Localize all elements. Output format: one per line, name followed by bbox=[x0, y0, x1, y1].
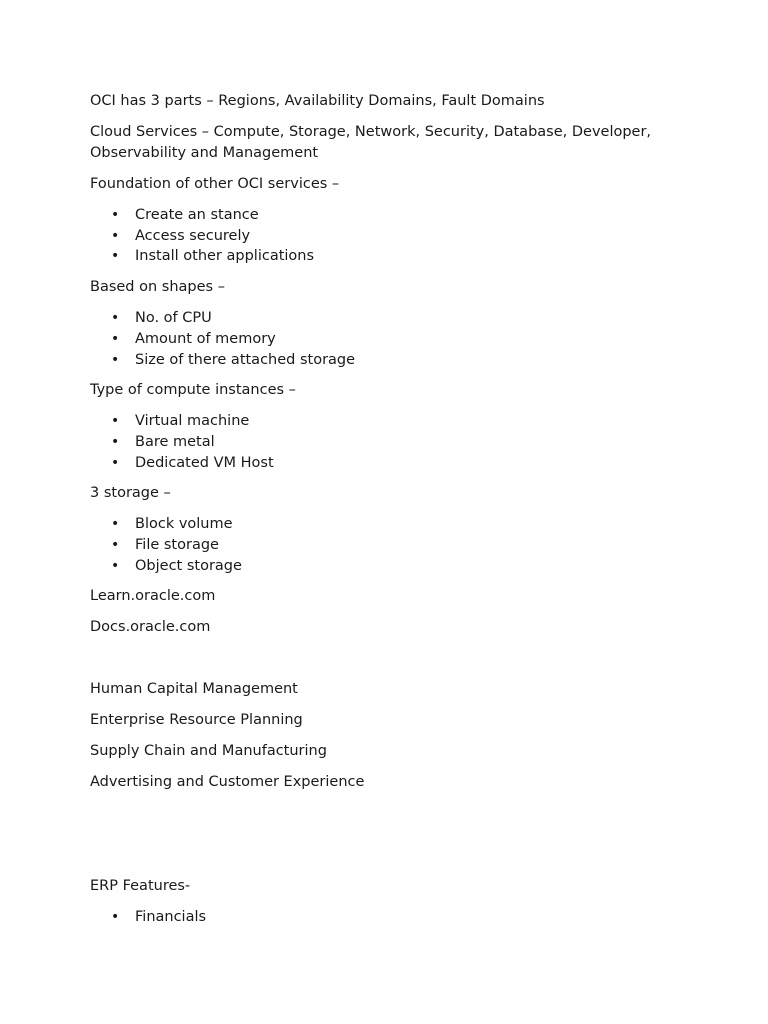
bullet-icon: • bbox=[111, 310, 120, 327]
list-shapes bbox=[90, 308, 690, 370]
blank-lines bbox=[90, 803, 690, 866]
bullet-icon: • bbox=[111, 207, 120, 223]
list-item-text: Install other applications bbox=[135, 248, 315, 265]
paragraph-storage: 3 storage – bbox=[90, 485, 171, 502]
list-foundation bbox=[90, 205, 690, 267]
list-item bbox=[90, 907, 690, 928]
list-item bbox=[90, 453, 690, 474]
paragraph-advertising: Advertising and Customer Experience bbox=[90, 774, 365, 791]
list-compute-types bbox=[90, 411, 690, 473]
bullet-icon: • bbox=[111, 227, 120, 244]
paragraph-foundation: Foundation of other OCI services – bbox=[90, 176, 340, 192]
bullet-icon: • bbox=[111, 330, 120, 347]
list-item-text: Virtual machine bbox=[135, 413, 250, 430]
bullet-icon: • bbox=[111, 248, 120, 265]
list-item-text: No. of CPU bbox=[135, 310, 212, 327]
document-page bbox=[90, 91, 690, 938]
bullet-icon: • bbox=[111, 454, 120, 471]
paragraph-cloud-services: Cloud Services – Compute, Storage, Network, Security, Database, Developer, Observability and Management bbox=[90, 124, 652, 161]
paragraph-docs-link: Docs.oracle.com bbox=[90, 619, 211, 636]
paragraph-shapes: Based on shapes – bbox=[90, 279, 225, 296]
list-item-text: Dedicated VM Host bbox=[135, 454, 274, 471]
list-item-text: Object storage bbox=[135, 557, 242, 574]
blank-line bbox=[90, 648, 690, 669]
list-item-text: Create an stance bbox=[135, 207, 259, 223]
paragraph-compute-types: Type of compute instances – bbox=[90, 382, 296, 399]
list-item bbox=[90, 514, 690, 535]
list-item bbox=[90, 308, 690, 329]
bullet-icon: • bbox=[111, 909, 120, 926]
paragraph-scm: Supply Chain and Manufacturing bbox=[90, 743, 327, 760]
paragraph-oci-parts: OCI has 3 parts – Regions, Availability Domains, Fault Domains bbox=[90, 93, 545, 109]
list-item-text: Financials bbox=[135, 909, 207, 926]
list-storage bbox=[90, 514, 690, 576]
list-item bbox=[90, 411, 690, 432]
bullet-icon: • bbox=[111, 516, 120, 533]
list-item bbox=[90, 246, 690, 267]
list-item-text: Size of there attached storage bbox=[135, 351, 356, 368]
list-item bbox=[90, 329, 690, 350]
list-item bbox=[90, 556, 690, 577]
paragraph-erp: Enterprise Resource Planning bbox=[90, 712, 303, 729]
list-item-text: Block volume bbox=[135, 516, 233, 533]
list-item-text: Access securely bbox=[135, 227, 251, 244]
list-item-text: Bare metal bbox=[135, 433, 215, 450]
list-item-text: File storage bbox=[135, 537, 219, 554]
bullet-icon: • bbox=[111, 413, 120, 430]
list-item bbox=[90, 226, 690, 247]
bullet-icon: • bbox=[111, 433, 120, 450]
list-item bbox=[90, 350, 690, 371]
paragraph-learn-link: Learn.oracle.com bbox=[90, 588, 216, 605]
bullet-icon: • bbox=[111, 351, 120, 368]
bullet-icon: • bbox=[111, 537, 120, 554]
paragraph-hcm: Human Capital Management bbox=[90, 681, 298, 698]
paragraph-erp-features: ERP Features- bbox=[90, 878, 191, 895]
list-erp-features bbox=[90, 907, 690, 928]
list-item-text: Amount of memory bbox=[135, 330, 276, 347]
list-item bbox=[90, 535, 690, 556]
bullet-icon: • bbox=[111, 557, 120, 574]
list-item bbox=[90, 205, 690, 226]
list-item bbox=[90, 432, 690, 453]
